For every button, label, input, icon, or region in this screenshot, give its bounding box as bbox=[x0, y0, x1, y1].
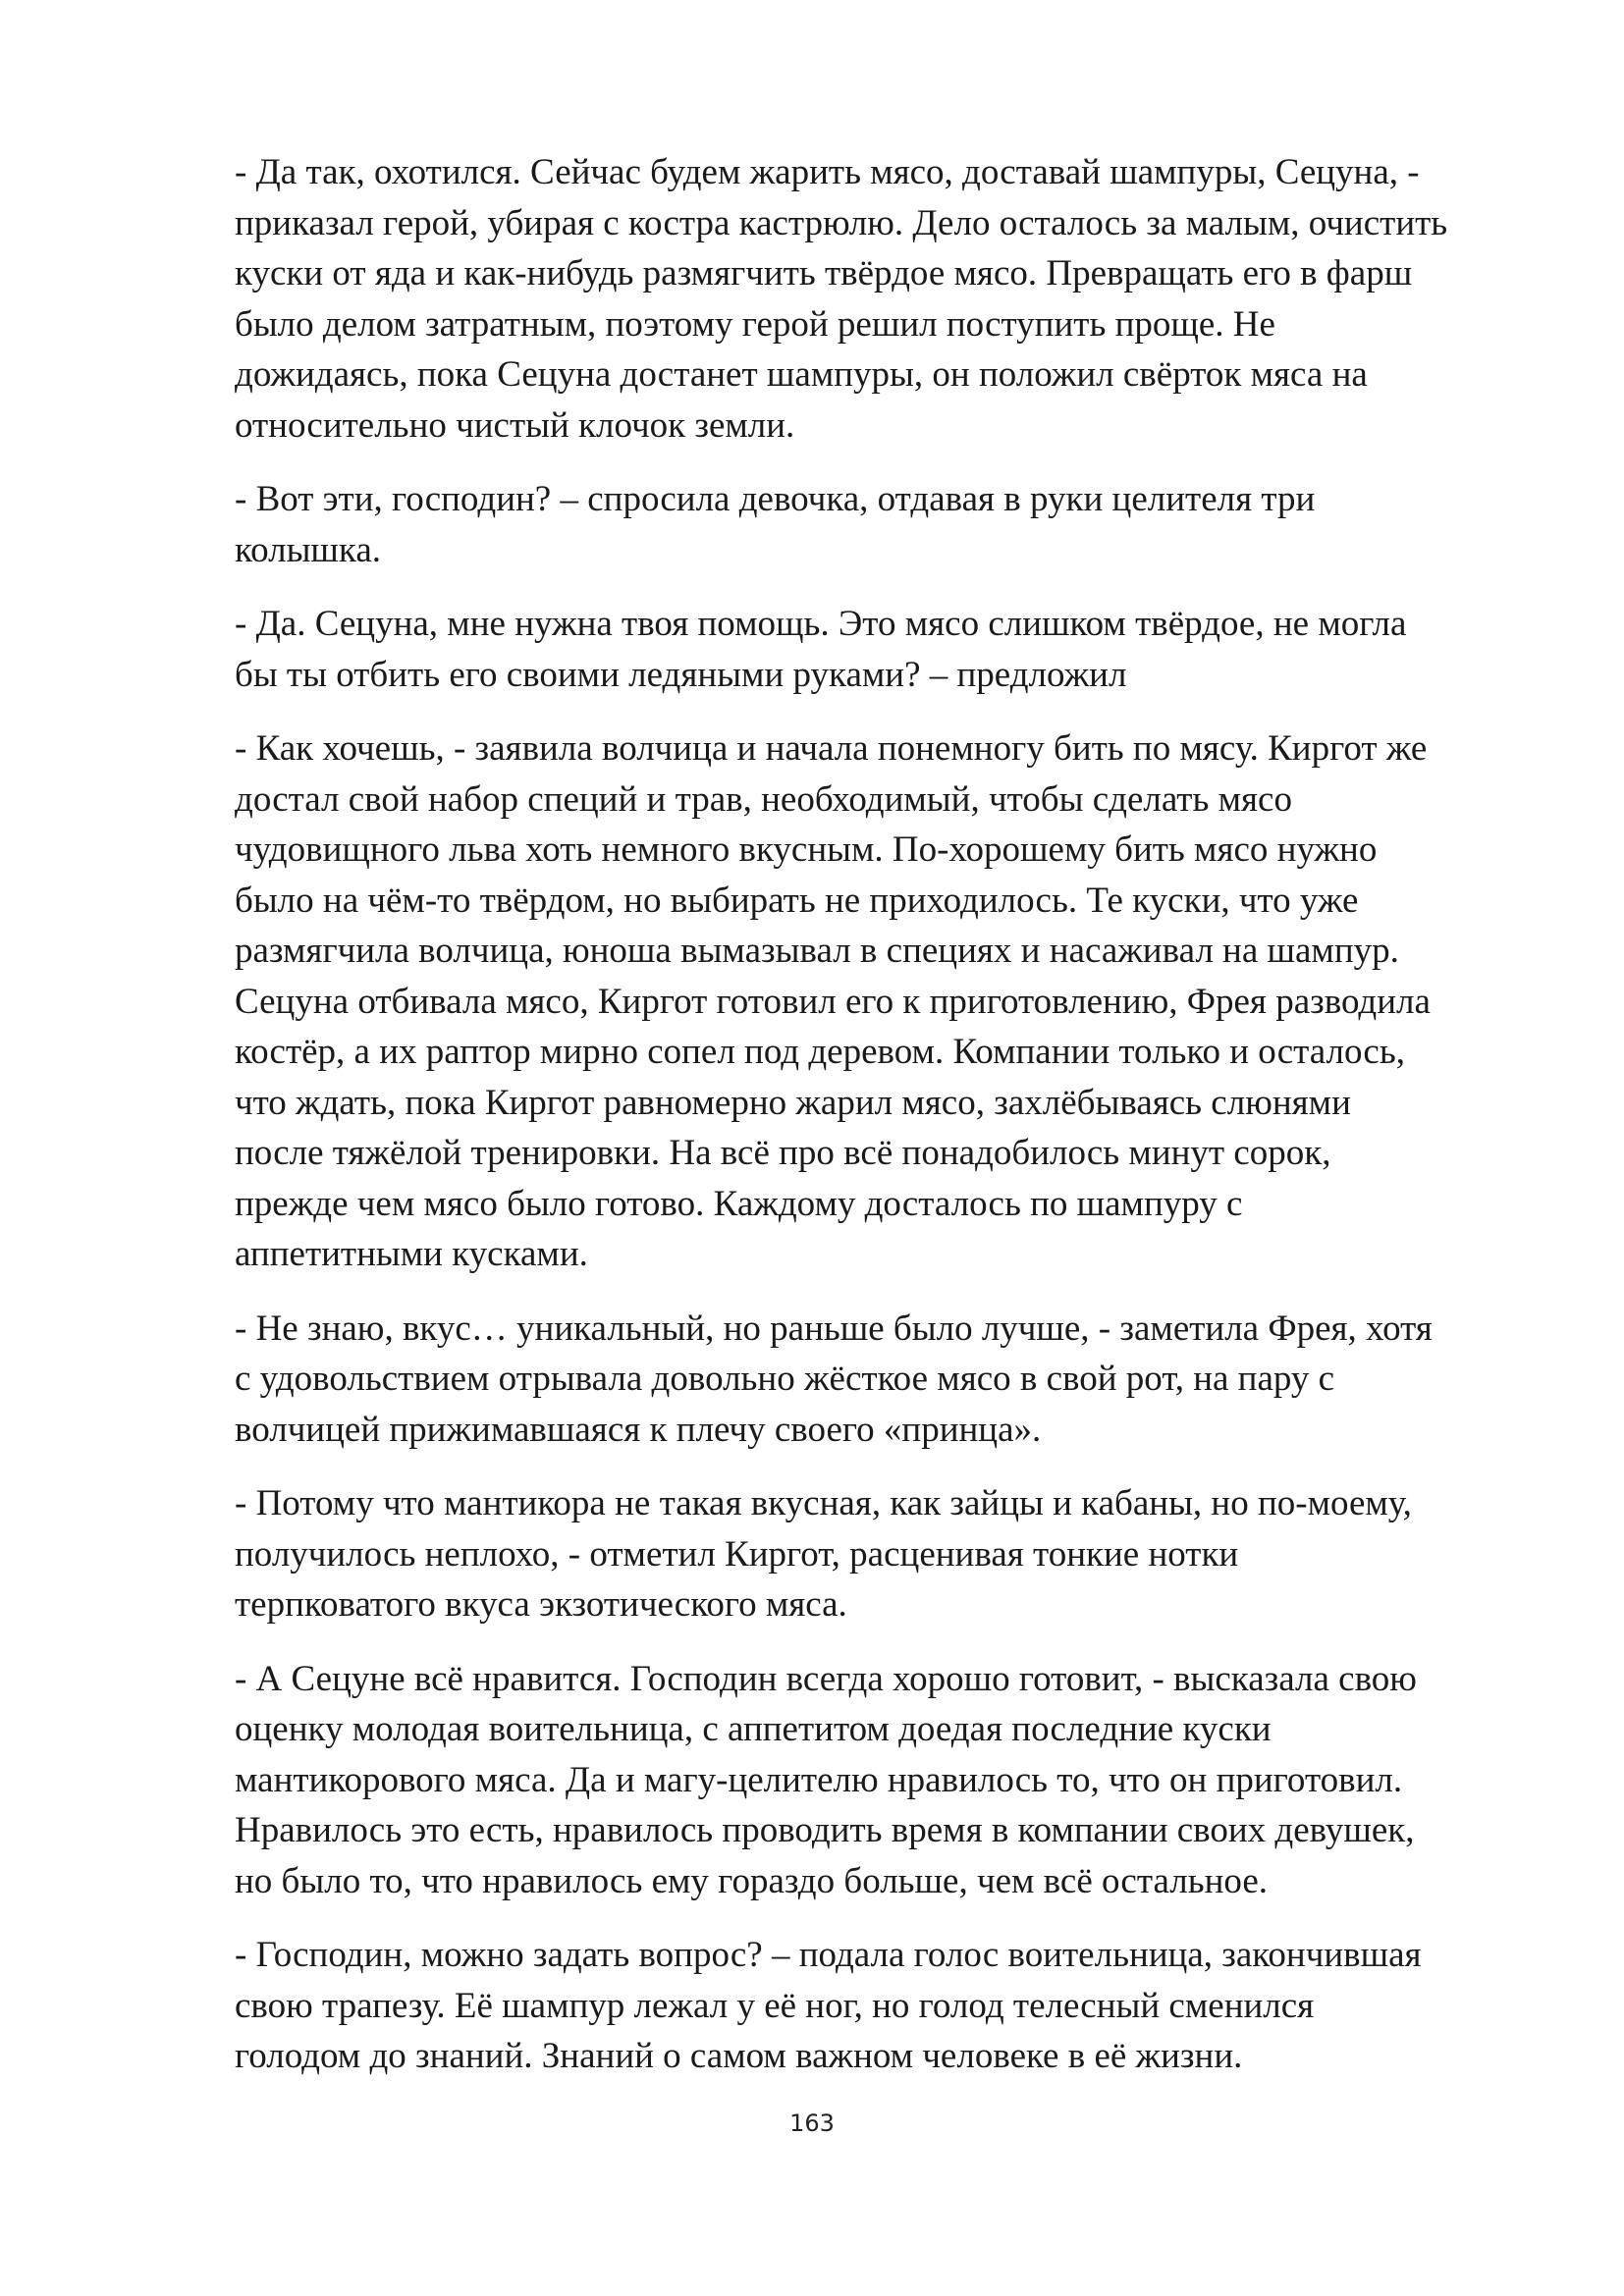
text-line: что ждать, пока Киргот равномерно жарил мясо, захлёбываясь слюнями bbox=[235, 1082, 1351, 1123]
text-line: куски от яда и как-нибудь размягчить твёрдое мясо. Превращать его в фарш bbox=[235, 253, 1413, 294]
text-line: оценку молодая воительница, с аппетитом доедая последние куски bbox=[235, 1709, 1272, 1749]
text-line: костёр, а их раптор мирно сопел под деревом. Компании только и осталось, bbox=[235, 1032, 1405, 1072]
text-line: колышка. bbox=[235, 529, 382, 570]
paragraph-4 bbox=[235, 723, 1541, 1280]
text-line: приказал герой, убирая с костра кастрюлю. Дело осталось за малым, очистить bbox=[235, 202, 1448, 243]
text-line: голодом до знаний. Знаний о самом важном человеке в её жизни. bbox=[235, 2036, 1243, 2076]
text-line: Сецуна отбивала мясо, Киргот готовил его к приготовлению, Фрея разводила bbox=[235, 981, 1431, 1022]
paragraph-2 bbox=[235, 474, 1541, 575]
text-line: размягчила волчица, юноша вымазывал в специях и насаживал на шампур. bbox=[235, 931, 1399, 971]
text-line: аппетитными кусками. bbox=[235, 1234, 588, 1274]
text-line: относительно чистый клочок земли. bbox=[235, 404, 795, 446]
paragraph-1 bbox=[235, 147, 1541, 451]
paragraph-8 bbox=[235, 1930, 1541, 2082]
text-line: свою трапезу. Её шампур лежал у её ног, но голод телесный сменился bbox=[235, 1985, 1315, 2026]
page-number: 163 bbox=[789, 2109, 835, 2137]
paragraph-3 bbox=[235, 599, 1541, 700]
text-line: достал свой набор специй и трав, необходимый, чтобы сделать мясо bbox=[235, 778, 1292, 820]
text-line: терпковатого вкуса экзотического мяса. bbox=[235, 1584, 847, 1625]
text-line: - Вот эти, господин? – спросила девочка, отдавая в руки целителя три bbox=[235, 479, 1316, 519]
text-line: - Да так, охотился. Сейчас будем жарить мясо, доставай шампуры, Сецуна, - bbox=[235, 152, 1420, 192]
text-line: мантикорового мяса. Да и магу-целителю нравилось то, что он приготовил. bbox=[235, 1759, 1403, 1800]
text-line: после тяжёлой тренировки. На всё про всё понадобилось минут сорок, bbox=[235, 1133, 1331, 1173]
paragraph-5 bbox=[235, 1304, 1541, 1456]
text-line: прежде чем мясо было готово. Каждому досталось по шампуру с bbox=[235, 1183, 1243, 1224]
text-line: чудовищного льва хоть немного вкусным. По-хорошему бить мясо нужно bbox=[235, 829, 1378, 870]
text-line: с удовольствием отрывала довольно жёсткое мясо в свой рот, на пару с bbox=[235, 1359, 1335, 1399]
text-line: бы ты отбить его своими ледяными руками? – предложил bbox=[235, 654, 1127, 695]
text-line: - Как хочешь, - заявила волчица и начала понемногу бить по мясу. Киргот же bbox=[235, 728, 1428, 769]
text-line: Нравилось это есть, нравилось проводить время в компании своих девушек, bbox=[235, 1810, 1415, 1850]
text-line: - Да. Сецуна, мне нужна твоя помощь. Это мясо слишком твёрдое, не могла bbox=[235, 604, 1407, 644]
text-line: - Не знаю, вкус… уникальный, но раньше было лучше, - заметила Фрея, хотя bbox=[235, 1308, 1433, 1349]
page-body bbox=[235, 147, 1541, 2106]
text-line: было делом затратным, поэтому герой решил поступить проще. Не bbox=[235, 303, 1275, 345]
text-line: - А Сецуне всё нравится. Господин всегда хорошо готовит, - высказала свою bbox=[235, 1658, 1417, 1699]
paragraph-7 bbox=[235, 1654, 1541, 1907]
paragraph-6 bbox=[235, 1478, 1541, 1630]
text-line: дожидаясь, пока Сецуна достанет шампуры, он положил свёрток мяса на bbox=[235, 354, 1368, 395]
text-line: получилось неплохо, - отметил Киргот, расценивая тонкие нотки bbox=[235, 1533, 1239, 1575]
text-line: волчицей прижимавшаяся к плечу своего «принца». bbox=[235, 1409, 1042, 1450]
text-line: но было то, что нравилось ему гораздо больше, чем всё остальное. bbox=[235, 1860, 1268, 1901]
text-line: было на чём-то твёрдом, но выбирать не приходилось. Те куски, что уже bbox=[235, 880, 1359, 921]
text-line: - Господин, можно задать вопрос? – подала голос воительница, закончившая bbox=[235, 1935, 1422, 1975]
text-line: - Потому что мантикора не такая вкусная, как зайцы и кабаны, но по-моему, bbox=[235, 1483, 1412, 1523]
